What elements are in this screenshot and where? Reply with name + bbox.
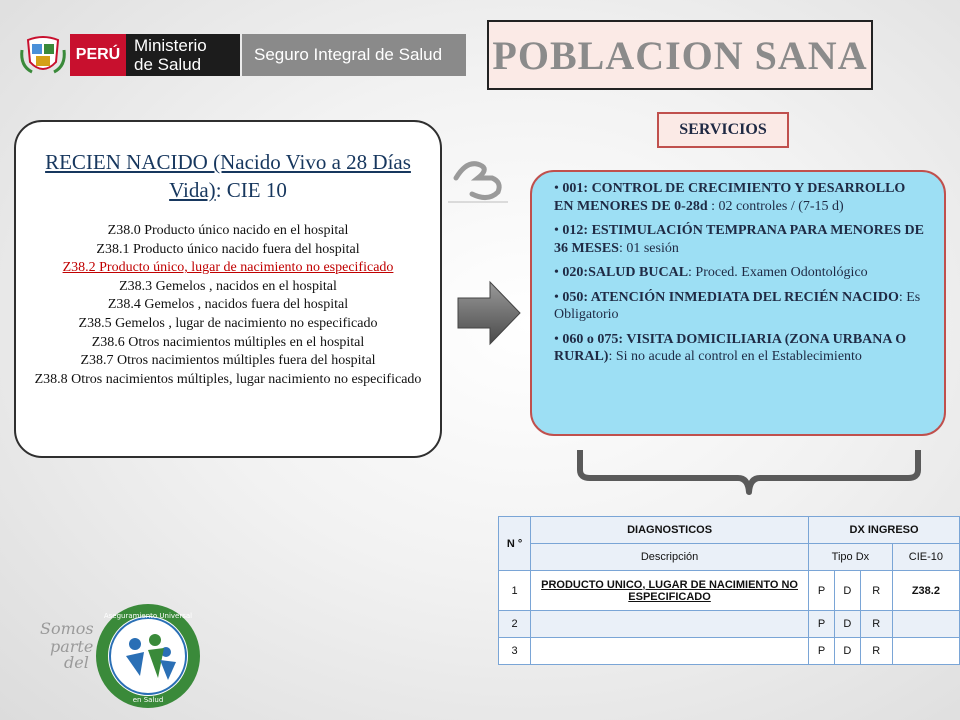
- table-row: [499, 638, 960, 665]
- service-item: • 050: ATENCIÓN INMEDIATA DEL RECIÉN NACIDO: Es Obligatorio: [554, 289, 921, 322]
- row-type-p: P: [809, 571, 835, 611]
- row-type-d: D: [834, 638, 860, 665]
- ministry-line-1: Ministerio: [134, 36, 207, 55]
- service-detail: : Proced. Examen Odontológico: [688, 265, 868, 280]
- row-type-r: R: [860, 571, 892, 611]
- table-row: [499, 611, 960, 638]
- brace-connector: [576, 448, 922, 496]
- row-type-r: R: [860, 611, 892, 638]
- row-cie10: [892, 638, 959, 665]
- row-description: [531, 611, 809, 638]
- slogan-word-1: Somos: [40, 619, 94, 638]
- row-number: 3: [499, 638, 531, 665]
- header-diagnostics: DIAGNOSTICOS: [531, 517, 809, 544]
- header-description: Descripción: [531, 544, 809, 571]
- service-code: 012: ESTIMULACIÓN TEMPRANA PARA MENORES DE 36 MESES: [554, 223, 924, 256]
- decorative-script-icon: [448, 148, 508, 208]
- row-type-r: R: [860, 638, 892, 665]
- service-detail: : 01 sesión: [618, 240, 679, 256]
- header-tipo-dx: Tipo Dx: [809, 544, 893, 571]
- cie10-item: Z38.6 Otros nacimientos múltiples en el hospital: [91, 334, 365, 350]
- logo-ring-bottom-text: en Salud: [132, 696, 164, 704]
- cie10-item: Z38.3 Gemelos , nacidos en el hospital: [119, 278, 337, 294]
- ministry-label: [126, 34, 240, 76]
- service-item: • 001: CONTROL DE CRECIMIENTO Y DESARROLLO EN MENORES DE 0-28d : 02 controles / (7-15 d): [554, 181, 906, 214]
- government-logo: [8, 30, 460, 80]
- service-item: • 020:SALUD BUCAL: Proced. Examen Odontológico: [554, 265, 868, 280]
- row-type-p: P: [809, 638, 835, 665]
- row-type-d: D: [834, 571, 860, 611]
- newborn-title-code: : CIE 10: [215, 178, 287, 202]
- newborn-card: [14, 120, 442, 458]
- cie10-code-list: [30, 222, 426, 389]
- row-cie10: [892, 611, 959, 638]
- row-number: 1: [499, 571, 531, 611]
- slogan-word-2: parte: [50, 637, 94, 656]
- country-label: PERÚ: [70, 34, 126, 76]
- page-title: POBLACION SANA: [487, 20, 873, 90]
- cie10-item: Z38.8 Otros nacimientos múltiples, lugar nacimiento no especificado: [34, 371, 422, 387]
- services-card: [530, 170, 946, 436]
- header-number: N °: [499, 517, 531, 571]
- service-detail: : 02 controles / (7-15 d): [707, 198, 844, 214]
- row-type-p: P: [809, 611, 835, 638]
- insurance-label: Seguro Integral de Salud: [242, 34, 466, 76]
- services-label: SERVICIOS: [657, 112, 789, 148]
- logo-ring-top-text: Aseguramiento Universal: [103, 612, 193, 620]
- cie10-item: Z38.7 Otros nacimientos múltiples fuera del hospital: [80, 353, 376, 369]
- table-row: [499, 571, 960, 611]
- newborn-title-main: RECIEN NACIDO (Nacido Vivo a 28 Días Vida): [45, 150, 411, 202]
- universal-health-insurance-logo: [40, 604, 200, 714]
- service-detail: : Si no acude al control en el Establecimiento: [608, 349, 862, 364]
- cie10-item: Z38.0 Producto único nacido en el hospital: [107, 223, 349, 238]
- diagnostics-table: [498, 516, 960, 665]
- service-code: 060 o 075: VISITA DOMICILIARIA (ZONA URBANA O RURAL): [554, 331, 907, 364]
- row-description: [531, 638, 809, 665]
- table-header-row: [499, 517, 960, 544]
- service-code: 001: CONTROL DE CRECIMIENTO Y DESARROLLO EN MENORES DE 0-28d: [554, 181, 906, 214]
- service-code: 050: ATENCIÓN INMEDIATA DEL RECIÉN NACIDO: [562, 289, 899, 305]
- cie10-item: Z38.1 Producto único nacido fuera del hospital: [96, 241, 360, 257]
- cie10-item-highlighted: Z38.2 Producto único, lugar de nacimiento no especificado: [62, 260, 394, 276]
- table-subheader-row: [499, 544, 960, 571]
- row-number: 2: [499, 611, 531, 638]
- row-type-d: D: [834, 611, 860, 638]
- service-detail: : Es Obligatorio: [554, 289, 921, 322]
- header-dx-ingreso: DX INGRESO: [809, 517, 960, 544]
- cie10-item: Z38.5 Gemelos , lugar de nacimiento no especificado: [78, 315, 378, 331]
- ministry-line-2: de Salud: [134, 55, 202, 74]
- national-shield-icon: [18, 32, 68, 78]
- newborn-title: [30, 148, 426, 204]
- right-arrow-icon: [456, 280, 522, 346]
- service-item: • 012: ESTIMULACIÓN TEMPRANA PARA MENORES DE 36 MESES: 01 sesión: [554, 223, 924, 256]
- row-cie10: Z38.2: [892, 571, 959, 611]
- header-cie10: CIE-10: [892, 544, 959, 571]
- cie10-item: Z38.4 Gemelos , nacidos fuera del hospital: [107, 297, 349, 313]
- service-code: 020:SALUD BUCAL: [562, 265, 689, 280]
- service-item: • 060 o 075: VISITA DOMICILIARIA (ZONA URBANA O RURAL): Si no acude al control en el Establecimiento: [554, 331, 907, 364]
- slogan-word-3: del: [64, 653, 89, 672]
- row-description: PRODUCTO UNICO, LUGAR DE NACIMIENTO NO ESPECIFICADO: [531, 571, 809, 611]
